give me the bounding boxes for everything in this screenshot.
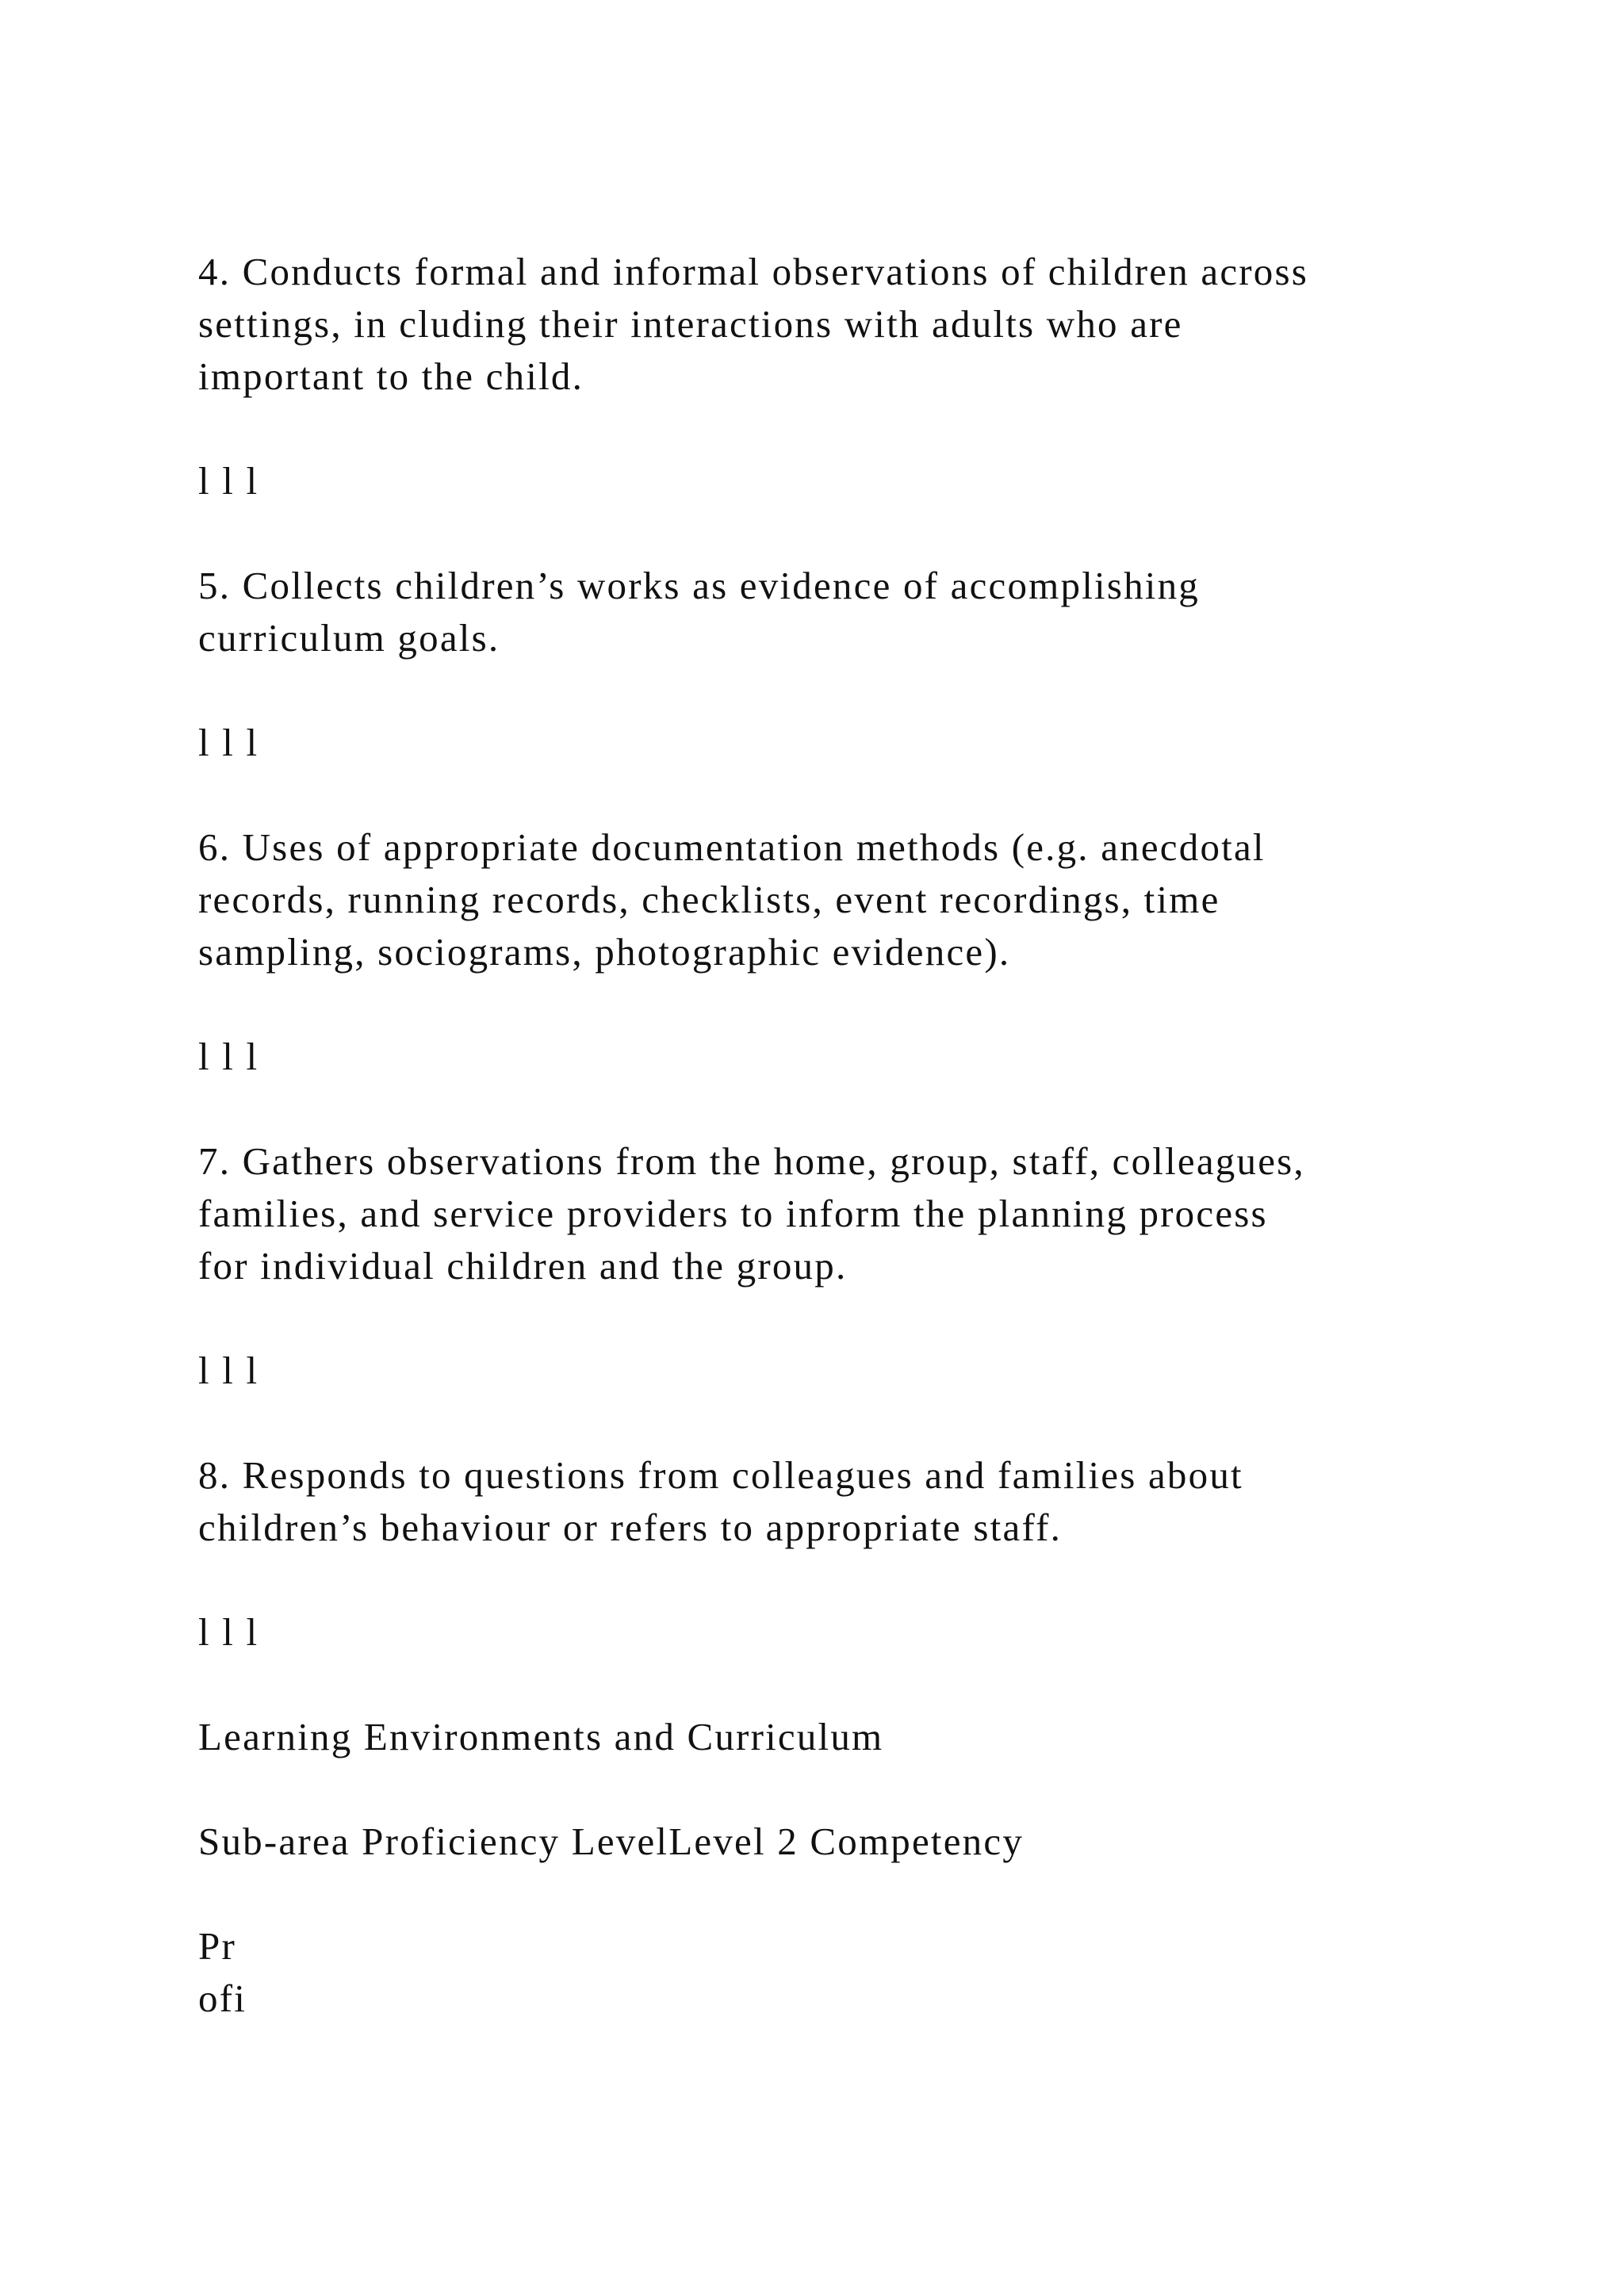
truncated-text-fragment: Pr ofi — [198, 1924, 247, 2020]
rating-marks-item-6: l l l — [198, 1035, 259, 1078]
subarea-proficiency-line: Sub-area Proficiency LevelLevel 2 Competency — [198, 1820, 1025, 1863]
competency-item-4: 4. Conducts formal and informal observations of children across settings, in cluding their interactions with adults who are important to the child. — [198, 250, 1309, 398]
rating-marks-item-8: l l l — [198, 1610, 259, 1654]
competency-item-5: 5. Collects children’s works as evidence of accomplishing curriculum goals. — [198, 564, 1200, 660]
competency-item-6: 6. Uses of appropriate documentation methods (e.g. anecdotal records, running records, checklists, event recordings, time sampling, sociograms, photographic evidence). — [198, 825, 1266, 974]
rating-marks-item-7: l l l — [198, 1349, 259, 1392]
competency-item-8: 8. Responds to questions from colleagues and families about children’s behaviour or refers to appropriate staff. — [198, 1453, 1243, 1549]
section-heading: Learning Environments and Curriculum — [198, 1715, 884, 1758]
rating-marks-item-4: l l l — [198, 459, 259, 503]
competency-item-7: 7. Gathers observations from the home, group, staff, colleagues, families, and service providers to inform the planning process for individual children and the group. — [198, 1139, 1305, 1288]
rating-marks-item-5: l l l — [198, 721, 259, 764]
